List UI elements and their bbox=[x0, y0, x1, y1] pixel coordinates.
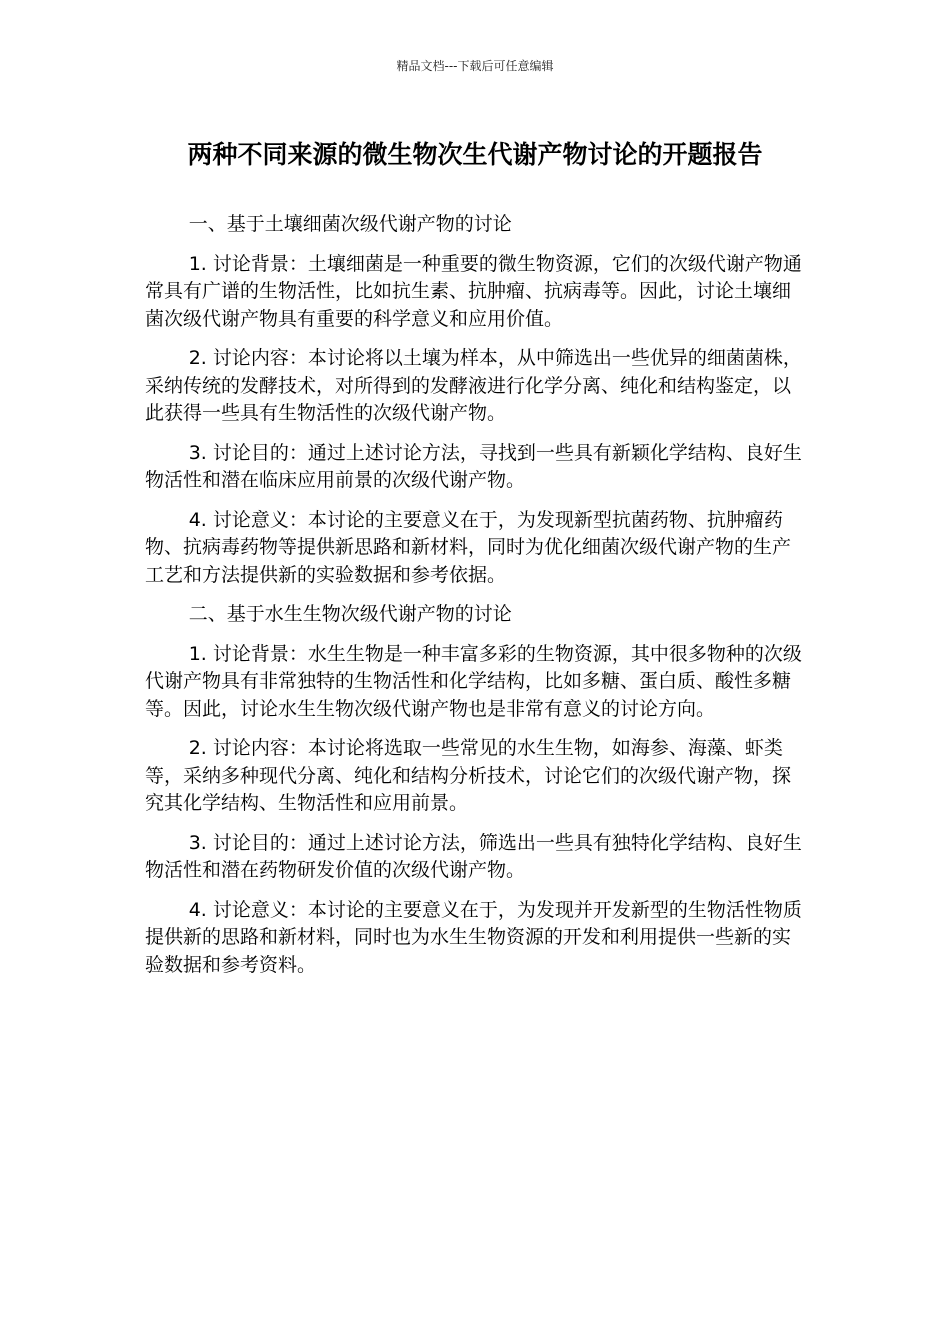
paragraph-background: 1. 讨论背景：土壤细菌是一种重要的微生物资源，它们的次级代谢产物通常具有广谱的生物活性，比如抗生素、抗肿瘤、抗病毒等。因此，讨论土壤细菌次级代谢产物具有重要的科学意义和应用价值。 bbox=[145, 252, 802, 330]
paragraph-background: 1. 讨论背景：水生生物是一种丰富多彩的生物资源，其中很多物种的次级代谢产物具有非常独特的生物活性和化学结构，比如多糖、蛋白质、酸性多糖等。因此，讨论水生生物次级代谢产物也是非常有意义的讨论方向。 bbox=[145, 642, 802, 720]
paragraph-purpose: 3. 讨论目的：通过上述讨论方法，寻找到一些具有新颖化学结构、良好生物活性和潜在临床应用前景的次级代谢产物。 bbox=[145, 441, 802, 491]
paragraph-significance: 4. 讨论意义：本讨论的主要意义在于，为发现新型抗菌药物、抗肿瘤药物、抗病毒药物等提供新思路和新材料，同时为优化细菌次级代谢产物的生产工艺和方法提供新的实验数据和参考依据。 bbox=[145, 508, 792, 586]
header-note: 精品文档---下载后可任意编辑 bbox=[396, 59, 554, 73]
document-body bbox=[145, 211, 803, 991]
section-heading: 二、基于水生生物次级代谢产物的讨论 bbox=[188, 603, 512, 625]
document-title: 两种不同来源的微生物次生代谢产物讨论的开题报告 bbox=[187, 140, 763, 169]
section-soil-bacteria bbox=[145, 211, 803, 589]
paragraph-purpose: 3. 讨论目的：通过上述讨论方法，筛选出一些具有独特化学结构、良好生物活性和潜在药物研发价值的次级代谢产物。 bbox=[145, 831, 802, 881]
paragraph-content: 2. 讨论内容：本讨论将以土壤为样本，从中筛选出一些优异的细菌菌株，采纳传统的发酵技术，对所得到的发酵液进行化学分离、纯化和结构鉴定，以此获得一些具有生物活性的次级代谢产物。 bbox=[145, 347, 802, 424]
section-heading: 一、基于土壤细菌次级代谢产物的讨论 bbox=[188, 213, 512, 235]
paragraph-content: 2. 讨论内容：本讨论将选取一些常见的水生生物，如海参、海藻、虾类等，采纳多种现代分离、纯化和结构分析技术，讨论它们的次级代谢产物，探究其化学结构、生物活性和应用前景。 bbox=[145, 737, 792, 814]
paragraph-significance: 4. 讨论意义：本讨论的主要意义在于，为发现并开发新型的生物活性物质提供新的思路和新材料，同时也为水生生物资源的开发和利用提供一些新的实验数据和参考资料。 bbox=[145, 898, 802, 976]
section-aquatic-organisms bbox=[145, 601, 803, 979]
